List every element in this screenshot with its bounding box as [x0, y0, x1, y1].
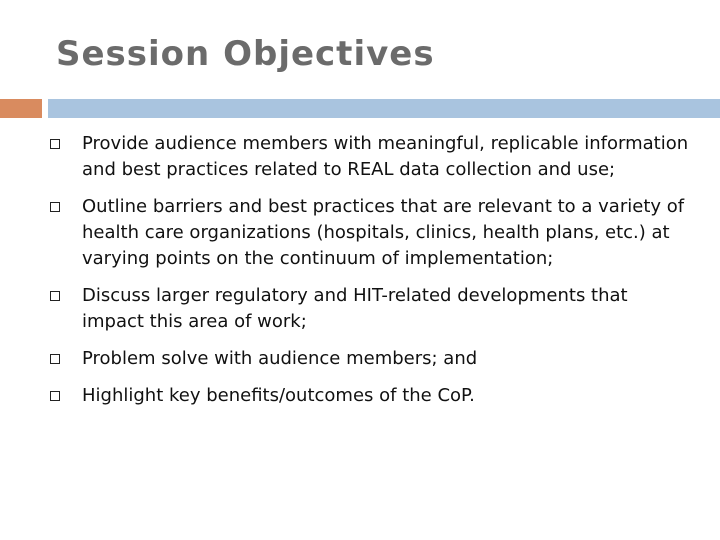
checkbox-square-icon	[50, 202, 60, 212]
checkbox-square-icon	[50, 291, 60, 301]
list-item	[50, 283, 690, 335]
accent-bar-orange	[0, 99, 42, 118]
bullet-text: Discuss larger regulatory and HIT-related developments that impact this area of work;	[82, 285, 628, 332]
list-item	[50, 131, 690, 183]
list-item	[50, 194, 690, 272]
bullet-text: Problem solve with audience members; and	[82, 348, 478, 369]
bullet-text: Provide audience members with meaningful, replicable information and best practices related to REAL data collection and use;	[82, 133, 689, 180]
bullet-text: Highlight key benefits/outcomes of the CoP.	[82, 385, 475, 406]
list-item	[50, 346, 690, 372]
accent-bar-blue	[48, 99, 720, 118]
slide-title: Session Objectives	[56, 34, 435, 74]
objectives-list	[50, 131, 690, 420]
checkbox-square-icon	[50, 391, 60, 401]
checkbox-square-icon	[50, 139, 60, 149]
checkbox-square-icon	[50, 354, 60, 364]
bullet-text: Outline barriers and best practices that are relevant to a variety of health care organizations (hospitals, clinics, health plans, etc.) at varying points on the continuum of implementation;	[82, 196, 685, 269]
list-item	[50, 383, 690, 409]
